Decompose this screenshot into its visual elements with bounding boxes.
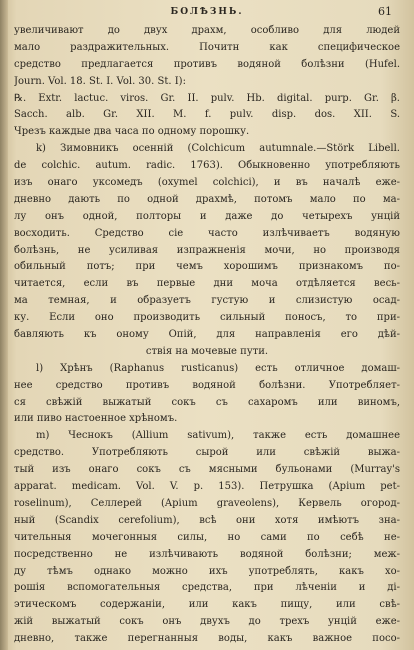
text-line: рошія вспомогательныя средства, при лѣченіи и ді- xyxy=(14,582,400,594)
text-line: бавляють къ оному Опій, для направленія его дѣй- xyxy=(14,329,400,341)
text-line: дневно, также перегнанныя воды, какъ важное посо- xyxy=(14,633,400,645)
text-line: обильный потъ; при чемъ хорошимъ признакомъ по- xyxy=(14,261,400,273)
text-line: болѣзнь, не усиливая изпражненія мочи, но производя xyxy=(14,244,400,256)
text-line: увеличивают до двух драхм, особливо для людей xyxy=(14,25,400,36)
recipe-line: Чрезъ каждые два часа по одному порошку. xyxy=(14,126,250,138)
text-line: дневно дають по одной драхмѣ, потомъ мало по ма- xyxy=(14,193,400,205)
text-line: ный (Scandix cerefolium), всѣ они хотя имѣютъ зна- xyxy=(14,514,400,526)
text-line: ду тѣмъ однако можно ихъ употреблять, какъ хо- xyxy=(14,565,400,577)
body-text xyxy=(14,23,400,648)
text-line: средство. Употребляють сырой или свѣжій выжа- xyxy=(14,447,400,459)
text-line: de colchic. autum. radic. 1763). Обыкновенно употребляють xyxy=(14,160,400,172)
text-line: ку. Если оно производить сильный поносъ, то при- xyxy=(14,312,400,324)
recipe-line: ℞. Extr. lactuc. viros. Gr. II. pulv. Hb. digital. purp. Gr. β. xyxy=(14,92,400,104)
text-line: l) Хрѣнъ (Raphanus rusticanus) есть отличное домаш- xyxy=(36,362,400,374)
recipe-line: Sacch. alb. Gr. XII. M. f. pulv. disp. dos. XII. S. xyxy=(14,109,400,121)
text-line: Journ. Vol. 18. St. I. Vol. 30. St. I): xyxy=(14,75,186,87)
running-title: БОЛѢЗНЬ. xyxy=(170,7,244,17)
text-line: тый изъ онаго сокъ съ мясными бульонами (Murray's xyxy=(14,464,400,476)
page-number: 61 xyxy=(378,5,392,18)
text-line: читается, если въ первые дни моча отдѣляется весь- xyxy=(14,278,400,290)
text-line: мало раздражительных. Почитн как специфическое xyxy=(14,41,400,53)
text-line: ствія на мочевые пути. xyxy=(145,345,269,357)
text-line: apparat. medicam. Vol. V. p. 153). Петрушка (Apium pet- xyxy=(14,481,400,493)
text-line: k) Зимовникъ осенній (Colchicum autumnale.—Störk Libell. xyxy=(36,143,400,155)
page-gutter-shadow xyxy=(0,0,8,650)
text-line: средство предлагается противъ водяной болѣзни (Hufel. xyxy=(14,58,400,70)
text-line: восходить. Средство сіе часто излѣчиваетъ водяную xyxy=(14,227,400,239)
text-line: нее средство противъ водяной болѣзни. Употребляет- xyxy=(14,379,400,391)
text-line: ся свѣжій выжатый сокъ съ сахаромъ или виномъ, xyxy=(14,396,400,408)
text-line: жій выжатый сокъ онъ двухъ до трехъ унцій еже- xyxy=(14,616,400,628)
text-line: посредственно не излѣчивають водяной болѣзни; меж- xyxy=(14,548,400,560)
page-header xyxy=(0,5,414,21)
text-line: ма темная, и образуетъ густую и слизистую осад- xyxy=(14,295,400,307)
text-line: этическомъ содержаніи, или какъ пищу, или свѣ- xyxy=(14,599,400,611)
text-line: чительныя мочегонныя силы, но сами по себѣ не- xyxy=(14,531,400,543)
text-line: лу онъ одной, полторы и даже до четырехъ унцій xyxy=(14,210,400,222)
text-line: roselinum), Селлерей (Apium graveolens), Кервель огород- xyxy=(14,497,400,509)
text-line: m) Чеснокъ (Allium sativum), также есть домашнее xyxy=(36,430,400,442)
text-line: или пиво настоенное хрѣномъ. xyxy=(14,413,178,425)
text-line: изъ онаго уксомедъ (oxymel colchici), и въ началѣ еже- xyxy=(14,177,400,189)
